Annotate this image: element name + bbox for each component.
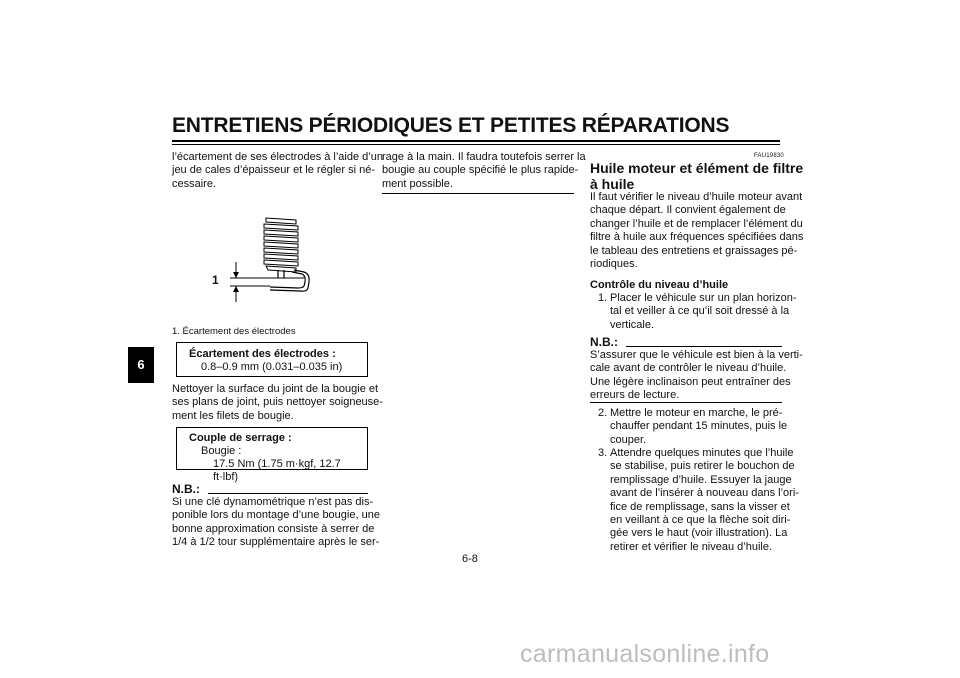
text-line: se stabilise, puis retirer le bouchon de [610, 460, 795, 473]
step-2 [610, 407, 788, 447]
text-line: l’écartement de ses électrodes à l’aide d’un [172, 151, 383, 163]
section-title-line: à huile [590, 176, 635, 192]
col1-intro [172, 151, 383, 191]
text-line: Attendre quelques minutes que l’huile [610, 447, 794, 459]
text-line: ponible lors du montage d’une bougie, une [172, 509, 380, 522]
text-line: remplissage d’huile. Essuyer la jauge [610, 473, 792, 486]
text-line: Mettre le moteur en marche, le pré- [610, 407, 783, 419]
text-line: gée vers le haut (voir illustration). La [610, 527, 788, 540]
section-title-line: Huile moteur et élément de filtre [590, 160, 804, 176]
text-line: 1/4 à 1/2 tour supplémentaire après le ser- [172, 536, 380, 549]
text-line: filtre à huile aux fréquences spécifiées dans [590, 231, 804, 244]
nb-rule [208, 493, 368, 494]
spec-box [176, 342, 368, 377]
header-rule-thin [172, 144, 780, 145]
text-line: ment les filets de bougie. [172, 409, 294, 422]
col1-nb-text [172, 496, 380, 550]
page-number: 6-8 [462, 553, 478, 565]
torque-box [176, 427, 368, 483]
spec-box-heading: Écartement des électrodes : [189, 348, 336, 360]
step-number: 1. [598, 292, 608, 304]
spark-plug-figure [208, 212, 318, 312]
text-line: Placer le véhicule sur un plan horizon- [610, 292, 797, 304]
text-line: avant de l’insérer à nouveau dans l’ori- [610, 487, 799, 500]
text-line: jeu de cales d’épaisseur et le régler si né- [172, 164, 376, 177]
text-line: ses plans de joint, puis nettoyer soigneuse- [172, 396, 383, 409]
watermark: carmanualsonline.info [520, 640, 770, 668]
nb-label: N.B.: [590, 335, 618, 349]
text-line: cale avant de contrôler le niveau d’huile. [590, 362, 787, 375]
text-line: couper. [610, 433, 647, 446]
text-line: changer l’huile et de remplacer l’élément du [590, 217, 803, 230]
nb-end-rule [382, 193, 574, 194]
nb-end-rule [590, 402, 782, 403]
text-line: Si une clé dynamométrique n’est pas dis- [172, 496, 374, 508]
text-line: S’assurer que le véhicule est bien à la verti- [590, 349, 803, 361]
section-code: FAU19830 [754, 153, 784, 159]
text-line: verticale. [610, 318, 655, 331]
subhead: Contrôle du niveau d’huile [590, 279, 729, 291]
col3-nb-text [590, 349, 803, 403]
step-1 [610, 292, 797, 332]
text-line: retirer et vérifier le niveau d’huile. [610, 540, 773, 553]
torque-box-item: Bougie : [201, 445, 242, 457]
text-line: le tableau des entretiens et graissages pé- [590, 244, 798, 257]
torque-box-value: 17.5 Nm (1.75 m·kgf, 12.7 ft·lbf) [213, 458, 341, 483]
spec-box-value: 0.8–0.9 mm (0.031–0.035 in) [201, 361, 343, 373]
page-title: ENTRETIENS PÉRIODIQUES ET PETITES RÉPARATIONS [172, 114, 730, 137]
text-line: ment possible. [382, 177, 453, 190]
text-line: bougie au couple spécifié le plus rapide- [382, 164, 579, 177]
text-line: fice de remplissage, sans la visser et [610, 500, 790, 513]
header-rule [172, 140, 780, 142]
step-number: 3. [598, 447, 608, 459]
text-line: Il faut vérifier le niveau d’huile moteur avant [590, 191, 803, 203]
nb-rule [626, 346, 782, 347]
step-3 [610, 447, 799, 554]
step-number: 2. [598, 407, 608, 419]
col1-clean-text [172, 383, 383, 423]
text-line: Nettoyer la surface du joint de la bougie et [172, 383, 379, 395]
text-line: en veillant à ce que la flèche soit diri- [610, 514, 791, 527]
nb-label: N.B.: [172, 482, 200, 496]
text-line: rage à la main. Il faudra toutefois serrer la [382, 151, 586, 163]
text-line: tal et veiller à ce qu’il soit dressé à la [610, 305, 790, 318]
col3-intro [590, 191, 804, 271]
chapter-tab: 6 [128, 347, 154, 383]
text-line: Une légère inclinaison peut entraîner des [590, 375, 791, 388]
text-line: cessaire. [172, 177, 217, 190]
torque-box-heading: Couple de serrage : [189, 432, 292, 444]
figure-caption: 1. Écartement des électrodes [172, 326, 296, 337]
section-title [590, 160, 803, 192]
text-line: chauffer pendant 15 minutes, puis le [610, 420, 788, 433]
figure-callout: 1 [212, 273, 219, 287]
col2-text [382, 151, 586, 191]
text-line: riodiques. [590, 258, 638, 271]
text-line: bonne approximation consiste à serrer de [172, 522, 375, 535]
text-line: chaque départ. Il convient également de [590, 204, 786, 217]
text-line: erreurs de lecture. [590, 389, 680, 402]
